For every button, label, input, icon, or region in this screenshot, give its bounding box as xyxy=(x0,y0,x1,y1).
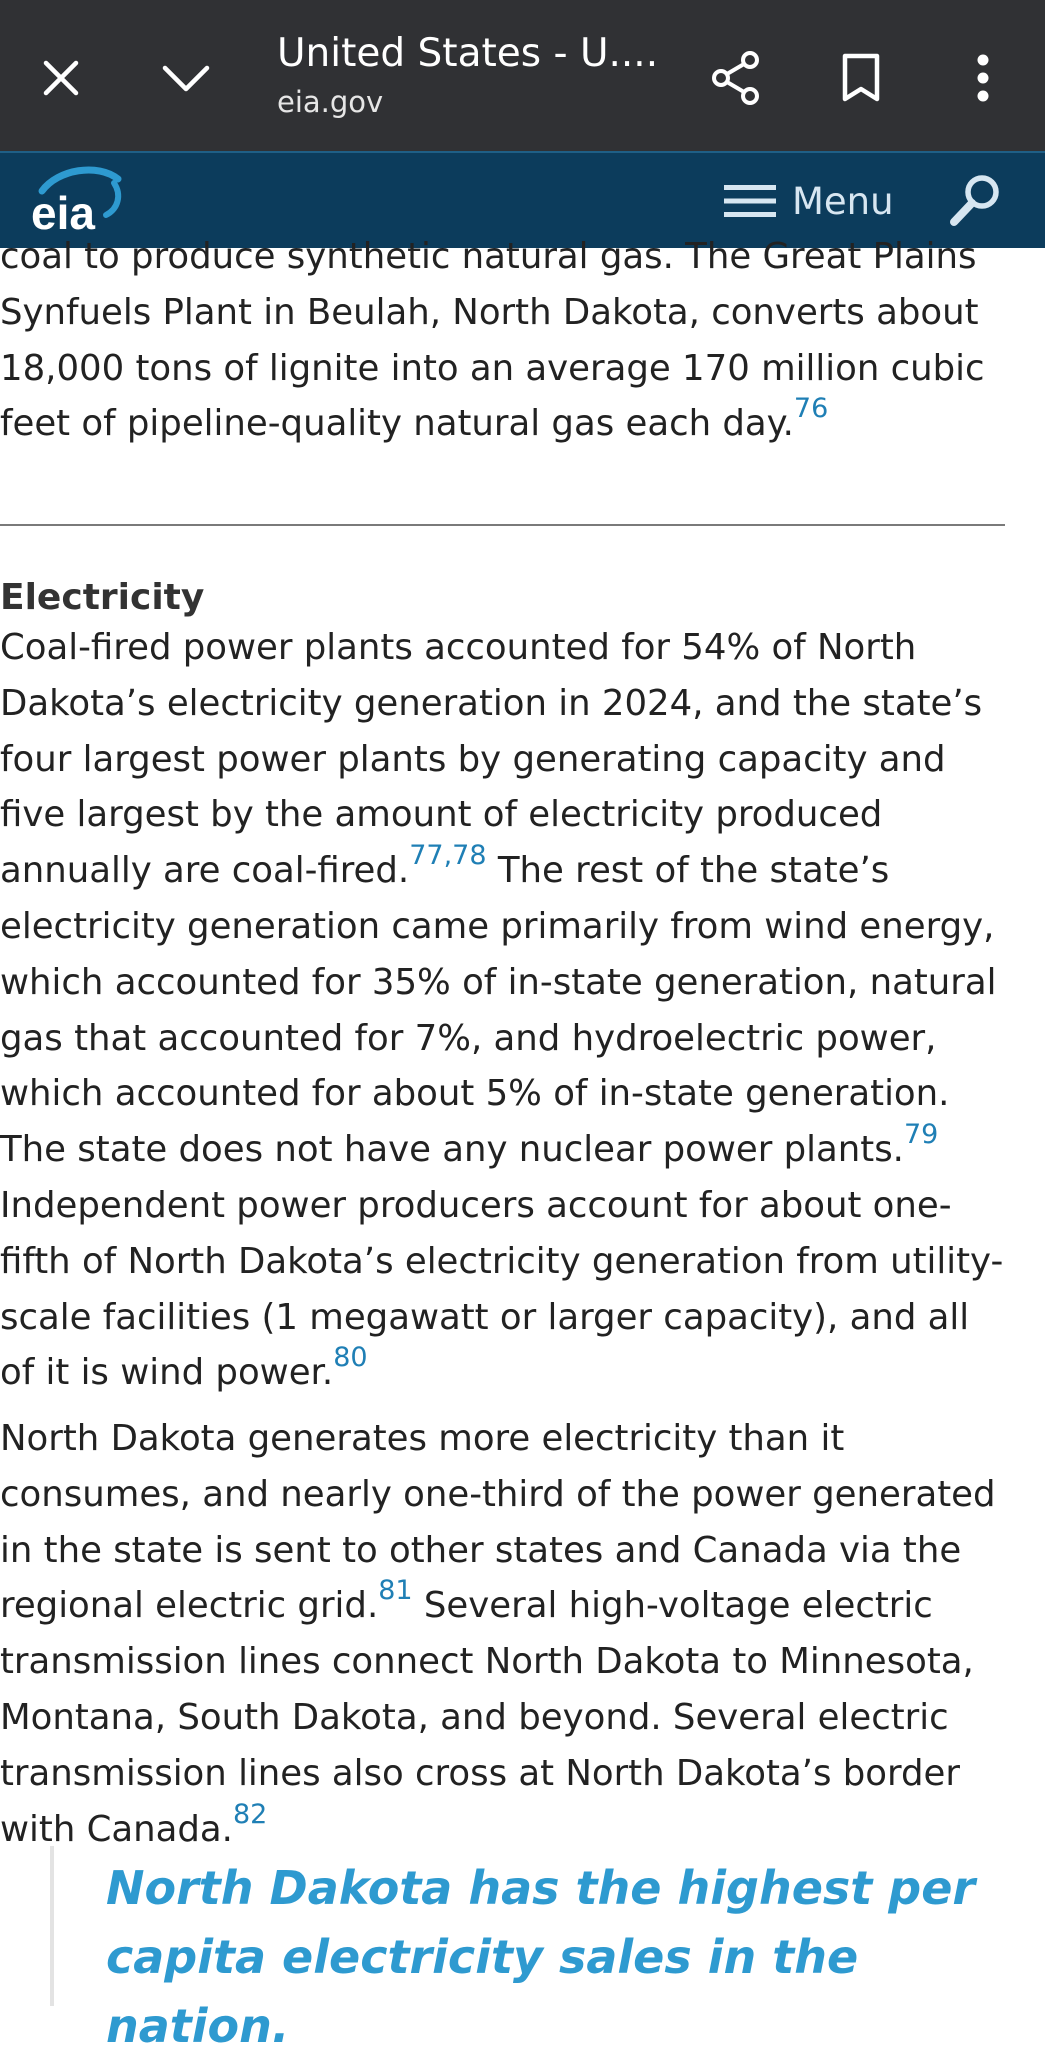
search-button[interactable] xyxy=(946,170,1006,230)
browser-toolbar xyxy=(0,0,1045,151)
menu-label: Menu xyxy=(792,179,894,223)
pull-quote xyxy=(50,1846,1010,2053)
share-button[interactable] xyxy=(696,38,776,118)
share-icon xyxy=(710,50,762,106)
footnote-link[interactable]: 77,78 xyxy=(409,840,487,872)
intro-paragraph xyxy=(0,229,1010,452)
tab-title-area[interactable] xyxy=(277,28,677,122)
footnote-link[interactable]: 79 xyxy=(903,1119,939,1151)
bookmark-icon xyxy=(841,53,881,103)
paragraph-text: Several high-voltage electric transmission lines connect North Dakota to Minnesota, Montana, South Dakota, and beyond. Several electric transmission lines also cross at North Dakota’s border with Canada. xyxy=(0,1585,974,1850)
footnote-link[interactable]: 80 xyxy=(333,1342,368,1374)
article-content xyxy=(0,236,1045,2053)
page-title: United States - U.... xyxy=(277,31,659,76)
page-domain: eia.gov xyxy=(277,85,384,119)
section-heading: Electricity xyxy=(0,577,205,618)
bookmark-button[interactable] xyxy=(821,38,901,118)
footnote-link[interactable]: 82 xyxy=(232,1798,268,1830)
chevron-down-icon xyxy=(162,63,210,93)
pull-quote-text: North Dakota has the highest per capita electricity sales in the nation. xyxy=(106,1861,976,2053)
paragraph-text: Independent power producers account for about one-fifth of North Dakota’s electricity generation from utility-scale facilities (1 megawatt or larger capacity), and all of it is wind power. xyxy=(0,1184,1004,1394)
menu-button[interactable] xyxy=(724,175,894,227)
section-divider xyxy=(0,524,1005,526)
logo-text: eia xyxy=(31,187,95,239)
minimize-button[interactable] xyxy=(146,38,226,118)
more-vert-icon xyxy=(976,54,990,102)
paragraph-text: The rest of the state’s electricity generation came primarily from wind energy, which accounted for 35% of in-state generation, natural gas that accounted for 7%, and hydroelectric power, which accounted for about 5% of in-state generation. The state does not have any nuclear power plants. xyxy=(0,850,997,1171)
footnote-link[interactable]: 76 xyxy=(793,393,829,425)
paragraph-text: Coal-fired power plants accounted for 54% of North Dakota’s electricity generation in 2024, and the state’s four largest power plants by generating capacity and five largest by the amount of electricity produced annually are coal-fired. xyxy=(0,627,983,892)
hamburger-icon xyxy=(724,183,776,219)
intro-text: coal to produce synthetic natural gas. The Great Plains Synfuels Plant in Beulah, North Dakota, converts about 18,000 tons of lignite into an average 170 million cubic feet of pipeline-quality natural gas each day. xyxy=(0,236,985,445)
electricity-paragraph xyxy=(0,620,1010,1401)
more-options-button[interactable] xyxy=(943,38,1023,118)
search-icon xyxy=(946,170,1006,230)
paragraph-text: North Dakota generates more electricity than it consumes, and nearly one-third of the power generated in the state is sent to other states and Canada via the regional electric grid. xyxy=(0,1418,996,1627)
footnote-link[interactable]: 81 xyxy=(378,1575,413,1607)
grid-paragraph xyxy=(0,1411,1010,1857)
close-button[interactable] xyxy=(21,38,101,118)
close-icon xyxy=(41,58,81,98)
